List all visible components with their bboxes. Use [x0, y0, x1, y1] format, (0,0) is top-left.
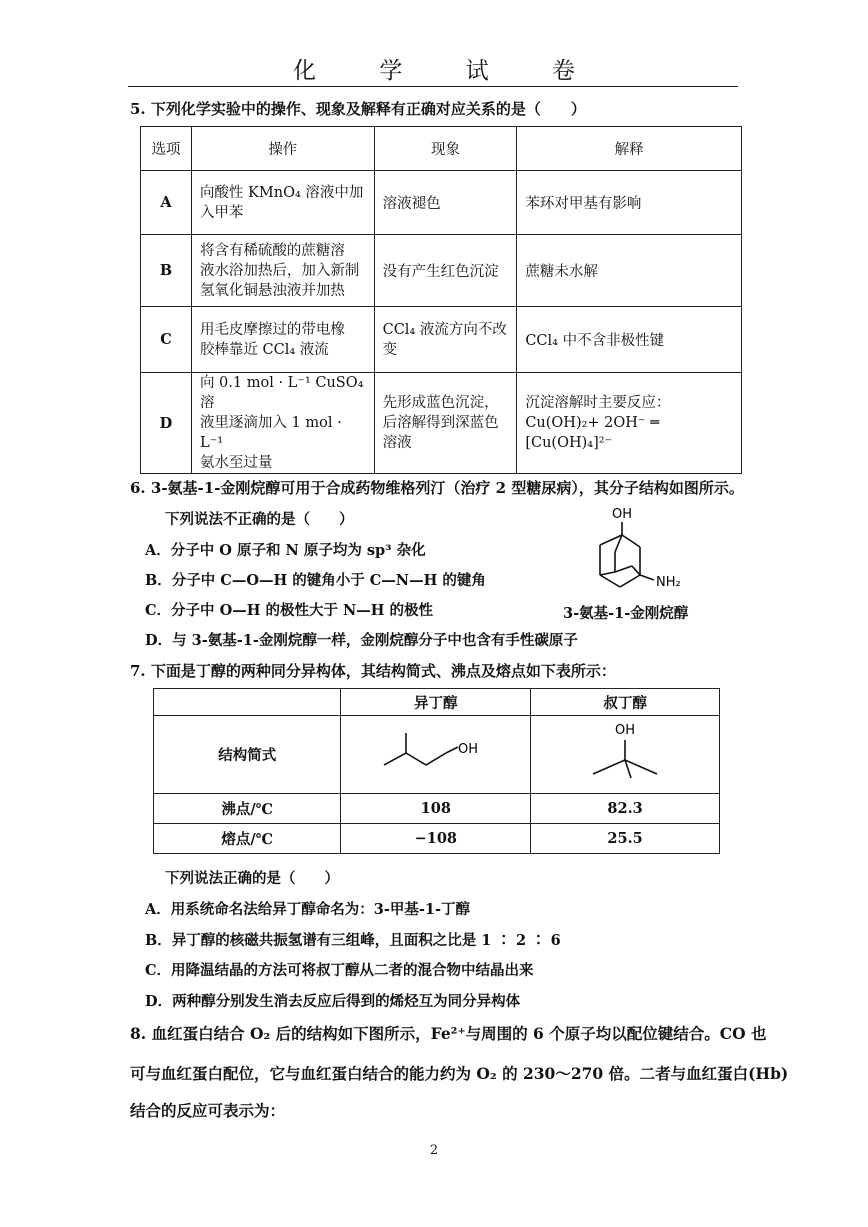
q5-row-b	[141, 235, 742, 307]
q5-row-b-explanation: 蔗糖未水解	[517, 235, 742, 307]
q8-line-2: 可与血红蛋白配位，它与血红蛋白结合的能力约为 O₂ 的 230～270 倍。二者与血红蛋白(Hb)	[130, 1064, 789, 1083]
tert-butanol-skeletal-formula	[565, 718, 685, 788]
q7-tert-butanol-structure	[531, 716, 720, 794]
q7-isobutanol-mp: −108	[341, 824, 531, 854]
q5-header-row	[141, 127, 742, 171]
q5-row-c	[141, 307, 742, 373]
q5-row-d-op-line1: 向 0.1 mol · L⁻¹ CuSO₄ 溶	[199, 375, 364, 411]
q7-option-c: C．用降温结晶的方法可将叔丁醇从二者的混合物中结晶出来	[145, 962, 534, 979]
q5-row-a-option: A	[141, 171, 192, 235]
q5-row-b-op-line3: 氢氧化铜悬浊液并加热	[199, 282, 345, 299]
q7-row-melting-point	[154, 824, 720, 854]
q5-row-d-phenomenon	[374, 373, 517, 474]
q5-col-explanation: 解释	[517, 127, 742, 171]
q5-row-a-phenomenon: 溶液褪色	[374, 171, 517, 235]
q6-option-d: D．与 3-氨基-1-金刚烷醇一样，金刚烷醇分子中也含有手性碳原子	[145, 632, 578, 649]
q5-stem: 5. 下列化学实验中的操作、现象及解释有正确对应关系的是（ ）	[130, 100, 586, 118]
q5-row-c-phenomenon	[374, 307, 517, 373]
q5-row-d-expl-line2: Cu(OH)₂+ 2OH⁻ ═ [Cu(OH)₄]²⁻	[525, 415, 659, 451]
q7-header-row	[154, 689, 720, 716]
q7-option-b: B．异丁醇的核磁共振氢谱有三组峰，且面积之比是 1 ∶ 2 ∶ 6	[145, 932, 561, 949]
q7-option-d: D．两种醇分别发生消去反应后得到的烯烃互为同分异构体	[145, 993, 521, 1010]
q7-isobutanol-structure	[341, 716, 531, 794]
q5-row-a-explanation: 苯环对甲基有影响	[517, 171, 742, 235]
q5-row-d-op-line3: 氨水至过量	[199, 455, 273, 471]
q7-isobutanol-bp: 108	[341, 794, 531, 824]
q5-row-c-option: C	[141, 307, 192, 373]
q5-row-d-phen-line2: 后溶解得到深蓝色	[382, 415, 499, 431]
q5-col-option: 选项	[141, 127, 192, 171]
isobutanol-skeletal-formula	[376, 723, 496, 783]
q5-row-d-phen-line3: 溶液	[382, 435, 412, 451]
q7-col-isobutanol: 异丁醇	[341, 689, 531, 716]
q5-row-b-phenomenon: 没有产生红色沉淀	[374, 235, 517, 307]
q7-stem: 7. 下面是丁醇的两种同分异构体，其结构简式、沸点及熔点如下表所示：	[130, 662, 616, 680]
q7-tert-butanol-mp: 25.5	[531, 824, 720, 854]
q6-figure-caption: 3-氨基-1-金刚烷醇	[563, 605, 689, 622]
q5-row-c-op-line2: 胶棒靠近 CCl₄ 液流	[199, 341, 329, 358]
q8-line-3: 结合的反应可表示为：	[130, 1101, 286, 1120]
q5-row-d-operation	[191, 373, 374, 474]
q8-line-1: 8. 血红蛋白结合 O₂ 后的结构如下图所示，Fe²⁺与周围的 6 个原子均以配位键结合。CO 也	[130, 1024, 767, 1043]
q5-row-b-op-line2: 液水浴加热后，加入新制	[199, 262, 360, 279]
adamantane-structure-diagram	[570, 500, 700, 605]
q5-row-a-operation	[191, 171, 374, 235]
q5-row-c-phen-line2: 变	[382, 341, 398, 358]
page-header-title: 化 学 试 卷	[293, 58, 603, 84]
q5-row-b-op-line1: 将含有稀硫酸的蔗糖溶	[199, 242, 345, 259]
q7-row-mp-label: 熔点/℃	[154, 824, 341, 854]
header-rule	[128, 86, 738, 87]
adamantane-oh-label: OH	[612, 507, 633, 522]
q5-row-a	[141, 171, 742, 235]
q5-row-b-option: B	[141, 235, 192, 307]
page-number: 2	[429, 1143, 439, 1158]
q6-stem: 6. 3-氨基-1-金刚烷醇可用于合成药物维格列汀（治疗 2 型糖尿病），其分子结构如图所示。	[130, 479, 744, 497]
q7-col-tert-butanol: 叔丁醇	[531, 689, 720, 716]
q7-prompt: 下列说法正确的是（ ）	[165, 870, 339, 887]
q6-option-a: A．分子中 O 原子和 N 原子均为 sp³ 杂化	[145, 542, 426, 559]
adamantane-nh2-label: NH₂	[656, 575, 681, 590]
q5-row-d-expl-line1: 沉淀溶解时主要反应：	[525, 395, 671, 411]
q6-option-b: B．分子中 C—O—H 的键角小于 C—N—H 的键角	[145, 572, 486, 589]
q5-row-d-op-line2: 液里逐滴加入 1 mol · L⁻¹	[199, 415, 342, 451]
q5-row-d	[141, 373, 742, 474]
q7-header-blank	[154, 689, 341, 716]
q5-row-d-option: D	[141, 373, 192, 474]
q7-row-bp-label: 沸点/℃	[154, 794, 341, 824]
q6-option-c: C．分子中 O—H 的极性大于 N—H 的极性	[145, 602, 434, 619]
q5-row-a-op-line2: 入甲苯	[199, 204, 244, 221]
q5-row-c-op-line1: 用毛皮摩擦过的带电橡	[199, 321, 345, 338]
q5-row-d-explanation	[517, 373, 742, 474]
q5-row-b-operation	[191, 235, 374, 307]
q7-row-structure	[154, 716, 720, 794]
isobutanol-oh-label: OH	[457, 741, 478, 757]
q5-col-phenomenon: 现象	[374, 127, 517, 171]
q5-table	[140, 126, 742, 474]
q5-row-c-phen-line1: CCl₄ 液流方向不改	[382, 321, 507, 338]
q5-row-d-phen-line1: 先形成蓝色沉淀，	[382, 395, 499, 411]
q6-prompt: 下列说法不正确的是（ ）	[165, 511, 354, 528]
q5-row-a-op-line1: 向酸性 KMnO₄ 溶液中加	[199, 184, 364, 201]
q7-table	[153, 688, 720, 854]
q5-row-c-operation	[191, 307, 374, 373]
q5-row-c-explanation: CCl₄ 中不含非极性键	[517, 307, 742, 373]
q7-tert-butanol-bp: 82.3	[531, 794, 720, 824]
tert-butanol-oh-label: OH	[615, 722, 636, 738]
q7-row-boiling-point	[154, 794, 720, 824]
q7-row-structure-label: 结构简式	[154, 716, 341, 794]
q7-option-a: A．用系统命名法给异丁醇命名为：3-甲基-1-丁醇	[145, 901, 470, 918]
q5-col-operation: 操作	[191, 127, 374, 171]
